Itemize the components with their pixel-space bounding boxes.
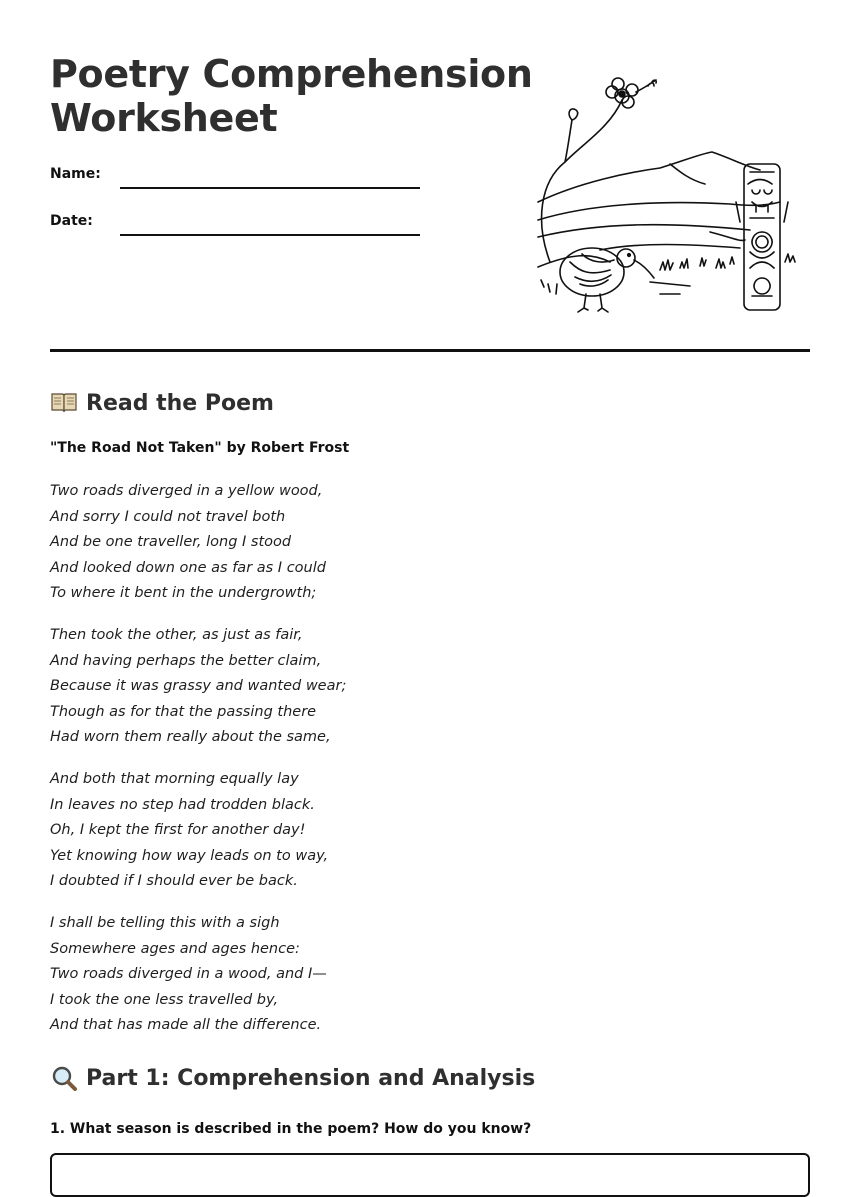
stanza-2	[50, 623, 346, 751]
poem-line: Though as for that the passing there	[50, 703, 317, 720]
poem-line: And having perhaps the better claim,	[50, 652, 322, 669]
poem-line: I doubted if I should ever be back.	[50, 873, 298, 890]
poem-line: Somewhere ages and ages hence:	[50, 940, 300, 957]
date-field[interactable]	[120, 234, 420, 236]
part1-heading-text: Part 1: Comprehension and Analysis	[86, 1065, 536, 1091]
poem-line: Yet knowing how way leads on to way,	[50, 847, 329, 864]
name-field[interactable]	[120, 187, 420, 189]
poem-line: Two roads diverged in a wood, and I—	[50, 966, 327, 983]
poem-line: I shall be telling this with a sigh	[50, 915, 280, 931]
name-label: Name:	[50, 166, 101, 182]
read-poem-heading	[50, 390, 274, 416]
poem-line: Oh, I kept the first for another day!	[50, 822, 306, 839]
magnifier-icon	[50, 1065, 78, 1091]
title-line-2: Worksheet	[50, 96, 278, 140]
stanza-3	[50, 767, 328, 895]
answer-box-1[interactable]	[50, 1153, 810, 1197]
read-poem-heading-text: Read the Poem	[86, 390, 274, 416]
header-divider	[50, 349, 810, 352]
poem-line: Because it was grassy and wanted wear;	[50, 678, 347, 695]
kiwi-landscape-illustration	[530, 72, 810, 317]
date-label: Date:	[50, 213, 93, 229]
question-1: 1. What season is described in the poem? How do you know?	[50, 1121, 532, 1137]
poem-line: I took the one less travelled by,	[50, 991, 279, 1008]
worksheet-page	[50, 0, 810, 1161]
poem-line: And looked down one as far as I could	[50, 559, 326, 576]
part1-heading	[50, 1065, 535, 1091]
stanza-1	[50, 479, 326, 607]
open-book-icon	[50, 390, 78, 416]
poem-line: And be one traveller, long I stood	[50, 534, 292, 551]
poem-line: Two roads diverged in a yellow wood,	[50, 483, 323, 499]
stanza-4	[50, 911, 327, 1039]
poem-line: And that has made all the difference.	[50, 1017, 322, 1034]
poem-line: And sorry I could not travel both	[50, 508, 286, 525]
poem-line: Then took the other, as just as fair,	[50, 627, 303, 643]
poem-title: "The Road Not Taken" by Robert Frost	[50, 440, 350, 456]
poem-line: To where it bent in the undergrowth;	[50, 585, 317, 602]
poem-line: Had worn them really about the same,	[50, 729, 331, 746]
poem-line: In leaves no step had trodden black.	[50, 796, 315, 813]
poem-line: And both that morning equally lay	[50, 771, 299, 787]
title-line-1: Poetry Comprehension	[50, 52, 533, 96]
page-title	[50, 52, 533, 140]
